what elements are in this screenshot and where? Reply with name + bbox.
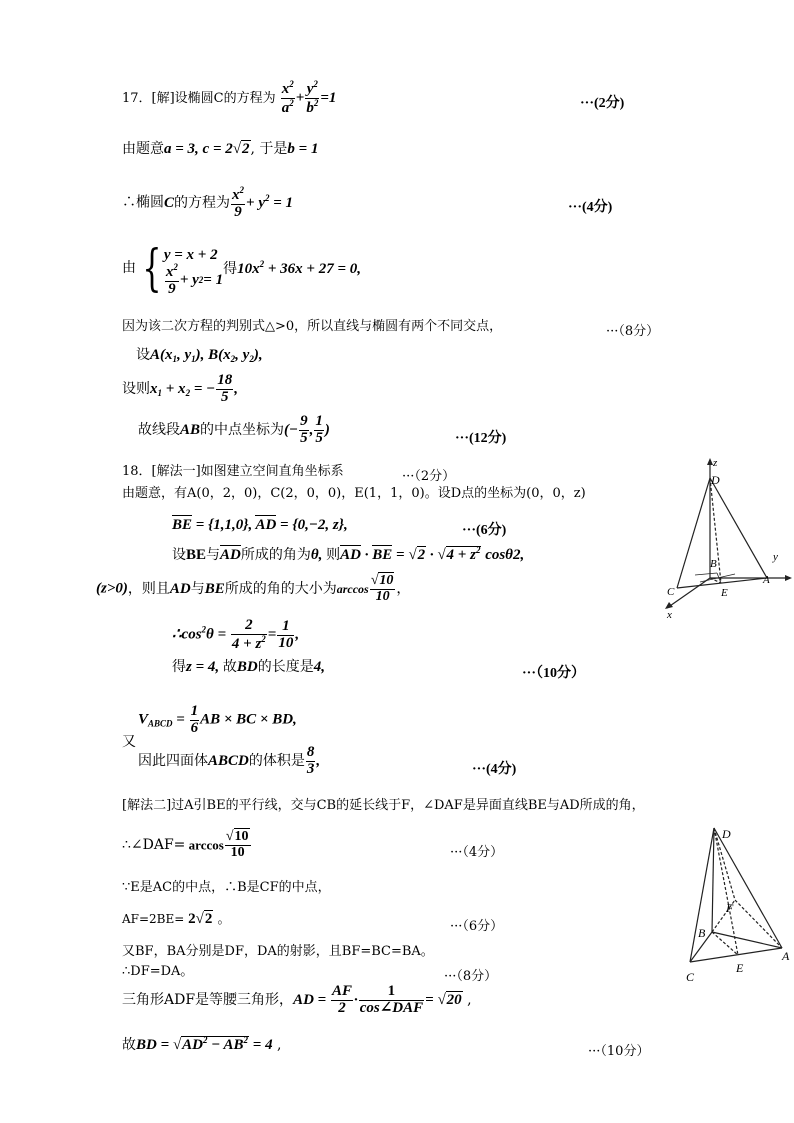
p17-discriminant: 因为该二次方程的判别式△>0，所以直线与椭圆有两个不同交点， <box>122 319 503 334</box>
p18-bd-line: 故BD = $√AD^2 - AB^2 = 4$ , <box>122 1035 282 1053</box>
p17-therefore-line <box>122 186 293 221</box>
p18-volume-result-prefix: 因此四面体 <box>138 753 208 770</box>
p18-method1-title: 18．[解法一]如图建立空间直角坐标系 <box>122 464 344 479</box>
figure-tetrahedron-method2 <box>680 820 794 990</box>
p18-points-4b: ···（4分） <box>450 845 504 860</box>
p18-bd: BD = $√AD^2 - AB^2 = 4$ <box>136 1035 273 1053</box>
label-c: C <box>667 586 675 598</box>
p17-midpoint: AB的中点坐标为(− $\frac{9}{5}$ , $\frac{1}{5}$ ) <box>180 413 330 446</box>
p18-angle-result: AD与BE所成的角的大小为arccos $\frac{√10}{10}$ <box>169 573 394 604</box>
p17-midpoint-line <box>138 414 330 447</box>
p18-z-line <box>172 660 325 675</box>
ellipse-general-equation: $\frac{x^2}{a^2}$ + $\frac{y^2}{b^2}$ =1 <box>281 79 337 116</box>
x-arrow-icon <box>665 602 673 609</box>
label-a: A <box>763 574 770 586</box>
p18-daf-line: ∴∠DAF= arccos $\frac{√10}{10}$ <box>122 829 249 860</box>
p17-midpoint-prefix: 故线段 <box>138 422 180 439</box>
p18-coords: 由题意，有A(0，2，0)，C(2，0，0)，E(1，1，0)。设D点的坐标为(0，0，z) <box>122 486 586 501</box>
p18-angle-result-line: (z>0)，则且AD与BE所成的角的大小为arccos $\frac{√10}{10}$ ， <box>96 573 411 604</box>
label-f: F <box>726 901 734 915</box>
label-d: D <box>711 473 720 487</box>
edge-da <box>714 828 782 948</box>
edge-ba <box>712 932 782 948</box>
p18-angle-condition: (z>0) <box>96 580 128 597</box>
p17-system-prefix: 由 <box>122 260 136 276</box>
p17-intro: 17．[解]设椭圆C的方程为 <box>122 90 276 106</box>
figure-coordinate-tetrahedron <box>655 450 794 620</box>
p18-af-line: AF=2BE= 2√2 。 <box>122 911 231 927</box>
p18-points-6b: ···（6分） <box>450 919 504 934</box>
mark-line-1 <box>695 573 717 575</box>
equation-system: y = x + 2 $\frac{x^2}{9}$ + y 2 = 1 <box>163 247 224 297</box>
p18-projection: 又BF，BA分别是DF，DA的射影，且BF=BC=BA。 <box>122 944 434 959</box>
p18-angle-line <box>172 546 524 563</box>
p17-therefore-prefix: ∴椭圆 <box>122 194 164 211</box>
p18-points-8: ···（8分） <box>444 969 498 984</box>
p18-points-6: ···(6分) <box>462 523 507 538</box>
p17-sum-line <box>122 373 238 406</box>
p17-system-result: 得$10x^2 + 36x + 27 = 0$, <box>223 258 361 277</box>
p18-cos2: $\therefore\cos^2\theta$ = $\frac{2}{4 + z^2}$ = $\frac{1}{10}$ , <box>172 617 300 652</box>
p17-given-values: a = 3, c = 2√2, 于是b = 1 <box>164 141 319 157</box>
label-c: C <box>686 970 695 984</box>
p17-sum-prefix: 设则 <box>122 381 150 398</box>
p18-volume-result: ABCD的体积是 $\frac{8}{3}$ , <box>208 744 321 777</box>
p18-volume: $V_{ABCD}$ = $\frac{1}{6}$ AB × BC × BD, <box>138 703 297 736</box>
left-brace: { <box>142 239 162 297</box>
label-e: E <box>736 961 744 975</box>
label-e: E <box>721 587 728 599</box>
p18-isosceles-line: 三角形ADF是等腰三角形，AD = $\frac{AF}{2}$ · $\frac{1}{\text{cos∠DAF}}$ = √20 , <box>122 983 472 1016</box>
p18-midpoint-line: ∵E是AC的中点，∴B是CF的中点， <box>122 880 331 895</box>
p17-points-def: 设$A(x_1$, $y_1$), $B(x_2$, $y_2$), <box>136 347 263 364</box>
p18-points-10b: ···（10分） <box>588 1044 650 1059</box>
p18-isosceles: AD = $\frac{AF}{2}$ · $\frac{1}{\text{cos∠DAF}}$ = √20 <box>293 983 462 1016</box>
p18-isosceles-prefix: 三角形ADF是等腰三角形， <box>122 992 294 1009</box>
p18-you: 又 <box>122 734 136 750</box>
p18-angle-formula: BE与AD所成的角为θ, 则AD · BE = $√2 \cdot √4 + z^2$ cosθ2, <box>186 545 525 563</box>
p18-method2-title: [解法二]过A引BE的平行线，交与CB的延长线于F，∠DAF是异面直线BE与AD所成的角， <box>122 798 645 813</box>
p18-bd-prefix: 故 <box>122 1037 136 1053</box>
label-a: A <box>782 949 790 963</box>
p17-ellipse-equation: C的方程为 $\frac{x^2}{9}$ + $y^2 = 1$ <box>164 185 294 220</box>
p17-points-8: ···（8分） <box>606 324 660 339</box>
edge-de <box>714 828 738 955</box>
p18-df-da: ∴DF=DA。 <box>122 964 194 979</box>
edge-db <box>712 828 714 932</box>
p17-points-4: ···(4分) <box>568 200 613 215</box>
p18-vectors: BE = {1,1,0}, AD = {0,−2, z}, <box>172 517 348 533</box>
label-z: z <box>713 457 718 469</box>
p18-points-10: ···（10分） <box>522 666 586 681</box>
p18-points-4: ···(4分) <box>472 762 517 777</box>
p18-z-result: z = 4, 故BD的长度是4, <box>186 659 325 675</box>
p17-given-line <box>122 142 318 157</box>
p17-points-12: ···(12分) <box>455 431 507 446</box>
p18-z-prefix: 得 <box>172 659 186 675</box>
label-y: y <box>773 551 778 563</box>
p17-sum: $x_1 + x_2$ = − $\frac{18}{5}$ , <box>150 372 238 405</box>
p18-angle-prefix: 设 <box>172 547 186 563</box>
label-d: D <box>722 827 731 841</box>
edge-dc <box>690 828 714 962</box>
y-arrow-icon <box>785 575 792 581</box>
p17-points-2: ···(2分) <box>580 96 625 111</box>
p17-system-line <box>122 239 361 297</box>
label-x: x <box>667 609 672 620</box>
label-b: B <box>710 558 717 570</box>
p18-volume-result-line <box>138 745 320 778</box>
p17-intro-line <box>122 80 336 117</box>
label-b: B <box>698 926 706 940</box>
edge-dc <box>677 478 710 588</box>
p17-given-prefix: 由题意 <box>122 141 164 157</box>
p18-points-2: ···（2分） <box>402 469 456 484</box>
edge-ca <box>690 948 782 962</box>
